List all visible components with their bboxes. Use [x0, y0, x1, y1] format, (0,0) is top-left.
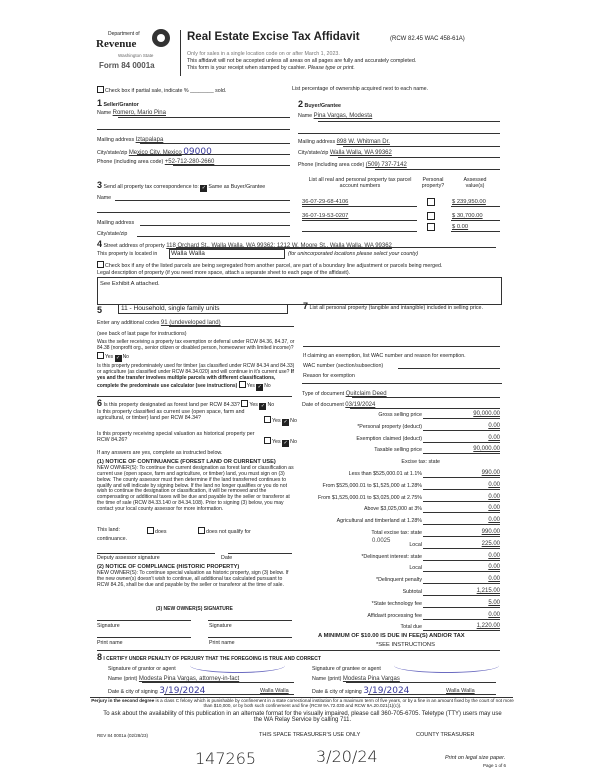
parcels-header: List all real and personal property tax parcel account numbers: [308, 177, 412, 190]
grantee-signature[interactable]: [394, 658, 499, 673]
q-timber: Is this property predominately used for timber (as classified under RCW 84.34 and 84.33) or agriculture (as classified under RCW 84.34.020) and will continue in it's current use? If yes and the transfer involves multiple parcels with different classifications, complete the predominate use calculator (see instructions) Yes ✓ No: [97, 363, 295, 391]
owner-print-name-2[interactable]: Print name: [209, 640, 235, 646]
assessed-value[interactable]: $ 30,700.00: [452, 213, 483, 219]
personal-property-header: Personal property?: [421, 177, 445, 190]
exemption-no-checkbox[interactable]: ✓: [115, 354, 121, 361]
timber-yes-checkbox[interactable]: [239, 381, 246, 388]
if-any-note: If any answers are yes, complete as instructed below.: [97, 450, 223, 456]
tax-row-label: Above $3,025,000 at 3%: [363, 506, 422, 513]
tax-row-label: Gross selling price: [378, 412, 422, 418]
q-exemption: Was the seller receiving a property tax exemption or deferral under RCW 84.36, 84.37, or 84.38 (nonprofit org., senior citizen or disabled person, homeowner with limited income)? Yes ✓ No: [97, 339, 295, 361]
tax-row-label: Excise tax: state: [401, 459, 440, 466]
page-title: Real Estate Excise Tax Affidavit: [187, 31, 360, 43]
tax-row-label: Local: [409, 541, 422, 548]
accessibility-note: To ask about the availability of this publication in an alternate format for the visually impaired, please call 360-705-6705. Teletype (TTY) users may use the WA Relay Service by calling 711.: [103, 711, 502, 723]
grantor-date-field[interactable]: Date & city of signing 3/19/2024: [108, 686, 206, 696]
tax-row-value[interactable]: 0.00: [488, 552, 500, 559]
tax-row-value[interactable]: 0.00: [488, 505, 500, 512]
personal-property-input[interactable]: [303, 346, 500, 347]
revision-label: REV 84 0001a (02/28/23): [97, 733, 149, 738]
new-owner-signature-title: (3) NEW OWNER(S) SIGNATURE: [156, 606, 233, 612]
grantor-signature-label: Signature of grantor or agent: [108, 666, 176, 672]
assessed-value[interactable]: $ 239,950.00: [452, 199, 486, 205]
sec5-number: 5: [97, 305, 103, 315]
ownership-note: List percentage of ownership acquired next to each name.: [292, 86, 429, 92]
see-instructions: (see back of last page for instructions): [97, 331, 187, 337]
legal-desc-label: Legal description of property (if you need more space, attach a separate sheet to each page of the affidavit).: [97, 270, 351, 276]
print-legal-note: Print on legal size paper.: [445, 755, 506, 761]
current-use-no-checkbox[interactable]: ✓: [283, 419, 288, 425]
tax-row-value[interactable]: 1,220.00: [476, 623, 500, 630]
corr-name-label: Name: [97, 195, 112, 201]
q-current-use: Is this property classified as current use (open space, farm and agricultural, or timber) land per RCW 84.34?: [97, 409, 245, 422]
grantor-signature[interactable]: [190, 658, 285, 673]
tax-row-label: Exemption claimed (deduct): [356, 435, 422, 442]
owner-print-name-1[interactable]: Print name: [97, 640, 123, 646]
owner-signature-2[interactable]: Signature: [209, 623, 232, 629]
minimum-due-note: A MINIMUM OF $10.00 IS DUE IN FEE(S) AND/OR TAX: [318, 633, 465, 639]
revenue-logo-icon: [152, 29, 170, 47]
continuance-label: continuance.: [97, 536, 128, 542]
tax-row-value[interactable]: 990.00: [481, 470, 500, 476]
grantee-signature-label: Signature of grantee or agent: [312, 666, 381, 672]
buyer-heading: 2 Buyer/Grantee: [298, 99, 342, 109]
document-date-field[interactable]: Date of document 03/19/2024: [302, 402, 376, 408]
parcel-number[interactable]: 36-07-29-68-4106: [302, 199, 349, 205]
partial-sale: Check box if partial sale, indicate % ________ sold.: [97, 86, 226, 94]
owner-signature-1[interactable]: Signature: [97, 623, 120, 629]
buyer-phone-field[interactable]: Phone (including area code) (509) 737-7142: [298, 162, 407, 168]
tax-row-label: *Personal property (deduct): [357, 423, 422, 430]
exemption-claim-label: If claiming an exemption, list WAC number and reason for exemption.: [303, 353, 466, 359]
tax-row-label: From $1,525,000.01 to $3,025,000 at 2.75%: [318, 494, 422, 501]
tax-row-value[interactable]: 5.00: [488, 599, 500, 606]
state-label: Washington State: [118, 53, 154, 58]
corr-city-input[interactable]: [137, 236, 290, 237]
street-address-field[interactable]: 4 Street address of property 118 Orchard St., Walla Walla, WA 99362; 1212 W. Moore St., Walla Walla, WA 99362: [97, 239, 392, 249]
grantor-name-field[interactable]: Name (print) Modesta Pina Vargas, attorney-in-fact: [108, 676, 240, 682]
notice-continuance-text: NEW OWNER(S): To continue the current designation as forest land or classification as current use (open space, farm and agriculture, or timber) land, you must sign on (3) below. The county assessor must then determine if the land transferred continues to qualify and will indicate by signing below. If the land no longer qualifies or you do not wish to continue the designation or classification, it will be removed and the compensating or additional taxes will be due and payable by the seller or transferor at the time of sale (RCW 84.33.140 or 84.34.108). Prior to signing (3) below, you may contact your local county assessor for more information.: [97, 465, 294, 512]
does-qualify-checkbox[interactable]: [147, 527, 154, 534]
tax-row-label: *Delinquent interest: state: [361, 553, 422, 560]
grantee-name-field[interactable]: Name (print) Modesta Pina Vargas: [312, 676, 400, 682]
legal-description-value: See Exhibit A attached.: [100, 281, 160, 287]
correspondence-heading: 3 Send all property tax correspondence to: ✓ Same as Buyer/Grantee: [97, 180, 266, 191]
same-as-buyer-checkbox[interactable]: ✓: [201, 185, 206, 191]
deputy-signature-label: Deputy assessor signature: [97, 555, 160, 561]
notice-compliance-title: (2) NOTICE OF COMPLIANCE (HISTORIC PROPERTY): [97, 564, 240, 570]
tax-row-value[interactable]: 0.00: [488, 517, 500, 524]
corr-city-label: City/state/zip: [97, 231, 128, 237]
forest-yes-checkbox[interactable]: [241, 400, 248, 407]
tax-row-label: From $525,000.01 to $1,525,000 at 1.28%: [322, 482, 422, 489]
local-rate: 0.0025: [372, 538, 391, 544]
seller-name-field[interactable]: Name Romero, Mario Pina: [97, 110, 166, 116]
tax-row-label: Total excise tax: state: [371, 530, 422, 536]
this-land-label: This land:: [97, 527, 120, 533]
tax-row-value[interactable]: 0.00: [488, 611, 500, 618]
does-not-label: does not qualify for: [206, 529, 251, 535]
personal-property-checkbox[interactable]: [427, 223, 435, 231]
tax-row-value[interactable]: 90,000.00: [473, 446, 500, 453]
treasurer-use-label: THIS SPACE TREASURER'S USE ONLY: [259, 732, 361, 738]
buyer-mailing-field[interactable]: Mailing address 898 W. Whitman Dr.: [298, 139, 390, 145]
historic-no-checkbox[interactable]: ✓: [283, 440, 288, 446]
tax-row-label: Agricultural and timberland at 1.28%: [336, 518, 422, 525]
reason-label: Reason for exemption: [303, 373, 355, 379]
certify-heading: 8 I CERTIFY UNDER PENALTY OF PERJURY THAT THE FOREGOING IS TRUE AND CORRECT: [97, 652, 321, 662]
current-use-options: Yes ✓ No: [264, 416, 297, 426]
seller-mailing-field[interactable]: Mailing address Iztapalapa: [97, 137, 164, 143]
notice-compliance-text: NEW OWNER(S): To continue special valuation as historic property, sign (3) below. If the new owner(s) doesn't wish to continue, all additional tax calculated pursuant to RCW 84.26, shall be due and payable by the seller or transferor at the time of sale.: [97, 570, 289, 588]
forest-no-checkbox[interactable]: ✓: [260, 403, 266, 409]
seller-heading: 1 Seller/Grantor: [97, 98, 139, 108]
page-number: Page 1 of 6: [483, 763, 507, 768]
tax-row-value[interactable]: 1,215.00: [476, 588, 500, 594]
seller-phone-field[interactable]: Phone (including area code) +52-712-280-2660: [97, 159, 215, 165]
receipt-date-handwritten: 3/20/24: [316, 747, 378, 766]
tax-row-label: *Delinquent penalty: [376, 577, 422, 584]
corr-mailing-label: Mailing address: [97, 220, 135, 226]
timber-no-checkbox[interactable]: ✓: [257, 384, 262, 391]
tax-row-value[interactable]: 225.00: [481, 540, 500, 547]
historic-options: Yes ✓ No: [264, 437, 297, 447]
land-use-code-select[interactable]: 11 - Household, single family units: [118, 304, 288, 314]
notice-continuance-title: (1) NOTICE OF CONTINUANCE (FOREST LAND OR CURRENT USE): [97, 459, 276, 465]
tax-row-label: *State technology fee: [371, 600, 422, 607]
perjury-note: Perjury in the second degree is a class C felony which is punishable by confinement in a state correctional institution for a maximum term of five years, or by a fine in an amount fixed by the court of not more than $10,000, or by both such confinement and fine (RCW 9A.72.030 and RCW 9A.20.021(1)(c)).: [91, 698, 514, 709]
assessed-value-header: Assessed value(s): [463, 177, 487, 190]
personal-property-checkbox[interactable]: [427, 198, 435, 206]
segregation-checkbox[interactable]: [97, 261, 104, 268]
document-type-field[interactable]: Type of document Quitclaim Deed: [302, 391, 387, 397]
tax-row-value[interactable]: 990.00: [481, 529, 500, 535]
partial-sale-checkbox[interactable]: [97, 86, 104, 93]
wac-input[interactable]: [398, 368, 500, 369]
q-historic: Is this property receiving special valuation as historical property per RCW 84.26?: [97, 431, 255, 444]
does-label: does: [155, 529, 167, 535]
tax-row-value[interactable]: 0.00: [488, 576, 500, 583]
dept-label: Department of: [108, 31, 140, 37]
form-number: Form 84 0001a: [99, 61, 155, 70]
location-label: This property is located in: [97, 251, 158, 257]
see-instructions-note: *SEE INSTRUCTIONS: [376, 642, 435, 648]
corr-name-input[interactable]: [115, 200, 290, 201]
seller-city-field[interactable]: City/state/zip Mexico City, Mexico 09000: [97, 147, 212, 157]
buyer-city-field[interactable]: City/state/zip Walla Walla, WA 99362: [298, 150, 392, 156]
segregation-check: Check box if any of the listed parcels are being segregated from another parcel, are part of a boundary line adjustment or parcels being merged.: [97, 261, 442, 269]
tax-row-value[interactable]: 0.00: [488, 422, 500, 429]
deputy-date-label: Date: [221, 555, 233, 561]
tax-row-label: Subtotal: [402, 589, 422, 595]
location-note: (for unincorporated locations please select your county): [288, 251, 419, 257]
subtitle-2: This affidavit will not be accepted unless all areas on all pages are fully and accurately completed.: [187, 58, 417, 64]
tax-row-value[interactable]: 0.00: [488, 493, 500, 500]
corr-mailing-input[interactable]: [140, 225, 290, 226]
grantee-date-field[interactable]: Date & city of signing 3/19/2024: [312, 686, 410, 696]
personal-property-checkbox[interactable]: [427, 212, 435, 220]
additional-codes-field[interactable]: Enter any additional codes 91 (undeveloped land): [97, 320, 221, 326]
header-divider: [180, 30, 181, 76]
tax-row-label: Affidavit processing fee: [367, 612, 422, 619]
location-select[interactable]: Walla Walla: [169, 249, 285, 259]
buyer-name-field[interactable]: Name Pina Vargas, Modesta: [298, 113, 373, 119]
tax-row-label: Local: [409, 565, 422, 572]
county-treasurer-label: COUNTY TREASURER: [416, 732, 475, 738]
current-use-yes-checkbox[interactable]: [264, 416, 271, 423]
q-forest: 6 Is this property designated as forest land per RCW 84.33? Yes ✓ No: [97, 398, 275, 409]
assessed-value[interactable]: $ 0.00: [452, 224, 469, 230]
historic-yes-checkbox[interactable]: [264, 437, 271, 444]
exemption-yes-checkbox[interactable]: [97, 352, 104, 359]
subtitle-1: Only for sales in a single location code on or after March 1, 2023.: [187, 51, 340, 57]
subtitle-3: This form is your receipt when stamped by cashier. Please type or print.: [187, 65, 355, 71]
tax-row-label: Total due: [400, 624, 422, 631]
tax-row-label: Taxable selling price: [374, 447, 422, 454]
personal-property-label: 7 List all personal property (tangible and intangible) included in selling price.: [303, 301, 483, 311]
grantee-city: Walla Walla: [446, 688, 475, 694]
rcw-ref: (RCW 82.45 WAC 458-61A): [390, 36, 465, 42]
wac-label: WAC number (section/subsection): [303, 363, 384, 369]
tax-row-value[interactable]: 0.00: [488, 481, 500, 488]
tax-row-label: Less than $525,000.01 at 1.1%: [348, 471, 422, 477]
tax-row-value[interactable]: 90,000.00: [473, 411, 500, 417]
parcel-number[interactable]: 36-07-19-53-0207: [302, 213, 349, 219]
does-not-qualify-checkbox[interactable]: [198, 527, 205, 534]
receipt-number-handwritten: 147265: [195, 749, 257, 768]
grantor-city: Walla Walla: [260, 688, 289, 694]
revenue-logo-text: Revenue: [96, 38, 137, 50]
tax-row-value[interactable]: 0.00: [488, 434, 500, 441]
tax-row-value[interactable]: 0.00: [488, 564, 500, 571]
